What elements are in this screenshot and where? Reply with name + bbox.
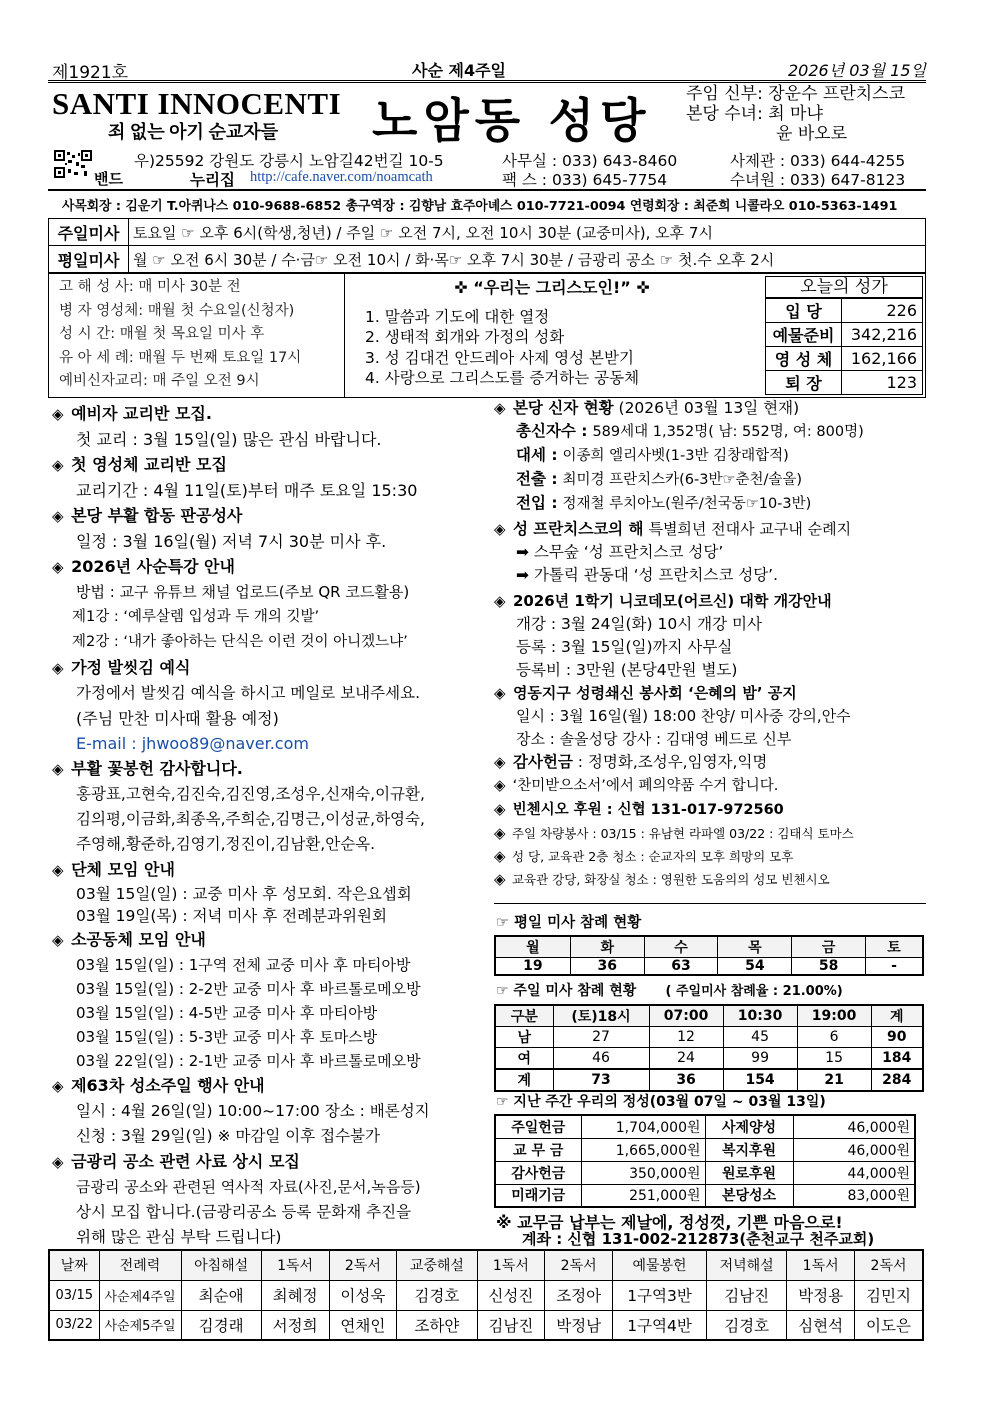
diamond-icon: ◈ (52, 405, 64, 423)
francis-item: ➡ 가톨릭 관동대 ‘성 프란치스코 성당’. (516, 566, 779, 584)
sacrament-info (49, 274, 345, 397)
band-link[interactable]: 밴드 (94, 170, 123, 188)
sunday-mass-label: 주일미사 (49, 219, 129, 246)
sunday-attend-title: ☞ 주일 미사 참례 현황 ( 주일미사 참례율 : 21.00%) (496, 983, 843, 999)
info-line: 고 해 성 사: 매 미사 30분 전 (59, 279, 241, 295)
diamond-icon: ◈ (494, 520, 506, 538)
francis-item: ➡ 스무숲 ‘성 프란치스코 성당’ (516, 543, 724, 561)
mass-times-table (48, 218, 926, 273)
diamond-icon: ◈ (52, 1153, 64, 1171)
diamond-icon: ◈ (52, 861, 64, 879)
section-line: 03월 15일(일) : 4-5반 교중 미사 후 마티아방 (76, 1004, 378, 1022)
section-line: 교리기간 : 4월 11일(토)부터 매주 토요일 15:30 (76, 481, 418, 500)
section-line: 첫 교리 : 3월 15일(일) 많은 관심 바랍니다. (76, 430, 382, 449)
nicodemo-line: 개강 : 3월 24일(화) 10시 개강 미사 (516, 615, 762, 633)
latin-subtitle: 죄 없는 아기 순교자들 (108, 122, 278, 142)
offering-table: 주일헌금 1,704,000원 사제양성 46,000원 교 무 금 1,665,000원 복지후원 46,000원 감사헌금 350,000원 원로후원 44,000원 미래기금 251,000원 본당성소 83,000원 (494, 1114, 916, 1208)
volunteer-note: ◈ 성 당, 교육관 2층 청소 : 순교자의 모후 희망의 모후 (494, 847, 794, 865)
section-line: 가정에서 발씻김 예식을 하시고 메일로 보내주세요. (76, 684, 420, 702)
liturgical-week: 사순 제4주일 (412, 61, 506, 80)
diamond-icon: ◈ (494, 870, 506, 888)
diamond-icon: ◈ (494, 800, 506, 818)
diamond-icon: ◈ (494, 753, 506, 771)
hymns-table: 입 당 226 예물준비 342,216 영 성 체 162,166 퇴 장 123 (765, 298, 923, 395)
diamond-icon: ◈ (52, 507, 64, 525)
francis-title: ◈ 성 프란치스코의 해 특별희년 전대사 교구내 순례지 (494, 518, 926, 541)
convent-phone: 수녀원 : 033) 647-8123 (730, 171, 906, 189)
info-box (48, 273, 926, 398)
email-link[interactable]: E-mail : jhwoo89@naver.com (76, 734, 309, 753)
office-phone: 사무실 : 033) 643-8460 (502, 152, 678, 170)
info-line: 예비신자교리: 매 주일 오전 9시 (59, 373, 260, 389)
section-line: 제2강 : ‘내가 좋아하는 단식은 이런 것이 아니겠느냐’ (72, 634, 408, 650)
diamond-icon: ◈ (52, 931, 64, 949)
schedule-row: 03/22 사순제5주일 김경래 서정희 연채인 조하얀 김남진 박정남 1구역4반 김경호 심현석 이도은 (49, 1310, 923, 1340)
members-row: 전입 : 정재철 루치아노(원주/천국동☞10-3반) (516, 494, 812, 512)
announcements-right (494, 397, 926, 891)
section-line: 위해 많은 관심 부탁 드립니다) (76, 1228, 282, 1246)
medicine-notice: ◈ ‘찬미받으소서’에서 폐의약품 수거 합니다. (494, 774, 926, 798)
section-title: ◈ 금광리 공소 관련 사료 상시 모집 (52, 1149, 490, 1175)
diamond-icon: ◈ (52, 760, 64, 778)
section-line: 방법 : 교구 유튜브 채널 업로드(주보 QR 코드활용) (76, 583, 410, 601)
section-line: 일정 : 3월 16일(월) 저녁 7시 30분 미사 후. (76, 532, 387, 551)
fax-phone: 팩 스 : 033) 645-7754 (502, 171, 668, 189)
todays-hymns (765, 276, 923, 395)
dues-notice: ※ 교무금 납부는 제날에, 정성껏, 기쁜 마음으로! (496, 1213, 843, 1232)
staff-list (686, 84, 905, 144)
section-line: 일시 : 4월 26일(일) 10:00~17:00 장소 : 배론성지 (76, 1102, 430, 1120)
diamond-icon: ◈ (494, 399, 506, 417)
staff-row: 본당 수녀: 최 마냐 (686, 104, 823, 124)
retreat-title: ◈ 영동지구 성령쇄신 봉사회 ‘은혜의 밤’ 공지 (494, 682, 926, 705)
nicodemo-line: 등록 : 3월 15일(일)까지 사무실 (516, 638, 733, 656)
parish-name: 노암동 성당 (372, 94, 652, 149)
issue-date: 2026년 03월 15일 (788, 61, 926, 80)
motto-title: ✜ “우리는 그리스도인!” ✜ (454, 278, 650, 297)
account-notice: 계좌 : 신협 131-002-212873(춘천교구 천주교회) (522, 1230, 875, 1248)
section-title: ◈ 2026년 사순특강 안내 (52, 554, 490, 580)
diamond-icon: ◈ (494, 776, 506, 794)
address: 우)25592 강원도 강릉시 노암길42번길 10-5 (134, 152, 444, 170)
section-title: ◈ 가정 발씻김 예식 (52, 655, 490, 681)
hymns-title: 오늘의 성가 (765, 276, 923, 298)
diamond-icon: ◈ (494, 684, 506, 702)
section-title: ◈ 단체 모임 안내 (52, 857, 490, 883)
members-title: ◈ 본당 신자 현황 (2026년 03월 13일 현재) (494, 397, 926, 420)
website-link[interactable]: http://cafe.naver.com/noamcath (250, 169, 433, 185)
qr-code-icon[interactable] (54, 150, 92, 178)
retreat-line: 장소 : 솔올성당 강사 : 김대영 베드로 신부 (516, 730, 792, 748)
weekday-attend-title: ☞ 평일 미사 참례 현황 (496, 915, 642, 931)
section-title: ◈ 예비자 교리반 모집. (52, 401, 490, 427)
staff-row: 주임 신부: 장운수 프란치스코 (686, 84, 906, 104)
section-title: ◈ 첫 영성체 교리반 모집 (52, 452, 490, 478)
council-contacts: 사목회장 : 김운기 T.아퀴나스 010-9688-6852 총구역장 : 김향남 효주아녜스 010-7721-0094 연령회장 : 최준희 니콜라오 010-5363-1491 (62, 199, 898, 214)
diamond-icon: ◈ (52, 659, 64, 677)
section-title: ◈ 소공동체 모임 안내 (52, 927, 490, 953)
sunday-mass-times: 토요일 ☞ 오후 6시(학생,청년) / 주일 ☞ 오전 7시, 오전 10시 30분 (교중미사), 오후 7시 (129, 219, 926, 246)
motto-item: 2. 생태적 회개와 가정의 성화 (365, 328, 565, 346)
section-line: (주님 만찬 미사때 활용 예정) (76, 709, 279, 728)
volunteer-note: ◈ 주일 차량봉사 : 03/15 : 유남현 라파엘 03/22 : 김태식 토마스 (494, 824, 854, 842)
section-line: 김의평,이금화,최종옥,주희순,김명근,이성균,하영숙, (76, 810, 425, 828)
header-divider (48, 80, 926, 83)
section-title: ◈ 본당 부활 합동 판공성사 (52, 503, 490, 529)
section-line: 신청 : 3월 29일(일) ※ 마감일 이후 접수불가 (76, 1127, 381, 1145)
announcements-left (52, 401, 490, 1250)
website-label: 누리집 (190, 171, 235, 189)
rectory-phone: 사제관 : 033) 644-4255 (730, 152, 906, 170)
diamond-icon: ◈ (52, 1077, 64, 1095)
section-line: 03월 22일(일) : 2-1반 교중 미사 후 바르톨로메오방 (76, 1052, 421, 1070)
staff-row: 윤 바오로 (776, 124, 848, 144)
section-title: ◈ 제63차 성소주일 행사 안내 (52, 1073, 490, 1099)
motto-item: 4. 사랑으로 그리스도를 증거하는 공동체 (365, 369, 640, 387)
issue-number: 제1921호 (52, 63, 129, 83)
diamond-icon: ◈ (52, 456, 64, 474)
section-line: 03월 15일(일) : 1구역 전체 교중 미사 후 마티아방 (76, 956, 411, 974)
nicodemo-title: ◈ 2026년 1학기 니코데모(어르신) 대학 개강안내 (494, 590, 926, 613)
parish-motto (345, 274, 761, 397)
members-row: 전출 : 최미경 프란치스카(6-3반☞춘천/솔올) (516, 470, 803, 488)
diamond-icon: ◈ (494, 592, 506, 610)
section-line: 03월 15일(일) : 5-3반 교중 미사 후 토마스방 (76, 1028, 378, 1046)
section-line: 주영해,황준하,김영기,정진이,김남환,안순옥. (76, 835, 376, 853)
council-top-line (48, 189, 926, 191)
weekday-mass-times: 월 ☞ 오전 6시 30분 / 수·금☞ 오전 10시 / 화·목☞ 오후 7시 30분 / 금광리 공소 ☞ 첫.수 오후 2시 (129, 246, 926, 273)
section-line: 제1강 : ‘예루살렘 입성과 두 개의 깃발’ (72, 609, 320, 625)
section-line: 상시 모집 합니다.(금광리공소 등록 문화재 추진을 (76, 1203, 412, 1221)
info-line: 성 시 간: 매월 첫 목요일 미사 후 (59, 326, 265, 342)
diamond-icon: ◈ (494, 824, 506, 842)
sunday-attend-table: 구분 (토)18시 07:00 10:30 19:00 계 남 27 12 45 6 90 여 46 24 99 15 184 계 73 36 154 21 284 (494, 1004, 924, 1092)
motto-item: 3. 성 김대건 안드레아 사제 영성 본받기 (365, 348, 634, 367)
weekday-mass-label: 평일미사 (49, 246, 129, 273)
thanks-offering: ◈ 감사헌금 : 정명화,조성우,임영자,익명 (494, 751, 926, 774)
liturgy-schedule-table (48, 1249, 924, 1341)
diamond-icon: ◈ (52, 558, 64, 576)
stats-divider (494, 903, 926, 904)
section-title: ◈ 부활 꽃봉헌 감사합니다. (52, 756, 490, 782)
retreat-line: 일시 : 3월 16일(월) 18:00 찬양/ 미사중 강의,안수 (516, 707, 851, 725)
section-line: 03월 15일(일) : 2-2반 교중 미사 후 바르톨로메오방 (76, 980, 421, 998)
members-row: 대세 : 이종희 엘리사벳(1-3반 김창래합적) (516, 446, 789, 464)
members-total: 총신자수 : 589세대 1,352명( 남: 552명, 여: 800명) (516, 422, 864, 440)
vincent-support: ◈ 빈첸시오 후원 : 신협 131-017-972560 (494, 798, 926, 822)
volunteer-note: ◈ 교육관 강당, 화장실 청소 : 영원한 도움의의 성모 빈첸시오 (494, 870, 830, 888)
schedule-row: 03/15 사순제4주일 최순애 최혜정 이성욱 김경호 신성진 조정아 1구역3반 김남진 박정용 김민지 (49, 1280, 923, 1310)
info-line: 병 자 영성체: 매월 첫 수요일(신청자) (59, 302, 295, 319)
motto-item: 1. 말씀과 기도에 대한 열정 (365, 307, 550, 326)
diamond-icon: ◈ (494, 847, 506, 865)
schedule-header-row: 날짜 전례력 아침해설 1독서 2독서 교중해설 1독서 2독서 예물봉헌 저녁해설 1독서 2독서 (49, 1250, 923, 1280)
nicodemo-line: 등록비 : 3만원 (본당4만원 별도) (516, 661, 738, 679)
section-line: 03월 19일(목) : 저녁 미사 후 전례분과위원회 (76, 907, 387, 925)
section-line: 03월 15일(일) : 교중 미사 후 성모회. 작은요셉회 (76, 885, 412, 903)
section-line: 홍광표,고현숙,김진숙,김진영,조성우,신재숙,이규환, (76, 785, 425, 803)
weekday-attend-table: 월 화 수 목 금 토 19 36 63 54 58 - (494, 935, 924, 976)
offering-title: ☞ 지난 주간 우리의 정성(03월 07일 ~ 03월 13일) (496, 1094, 826, 1110)
info-line: 유 아 세 례: 매월 두 번째 토요일 17시 (59, 349, 302, 366)
latin-title: SANTI INNOCENTI (52, 86, 342, 121)
section-line: 금광리 공소와 관련된 역사적 자료(사진,문서,녹음등) (76, 1178, 421, 1196)
